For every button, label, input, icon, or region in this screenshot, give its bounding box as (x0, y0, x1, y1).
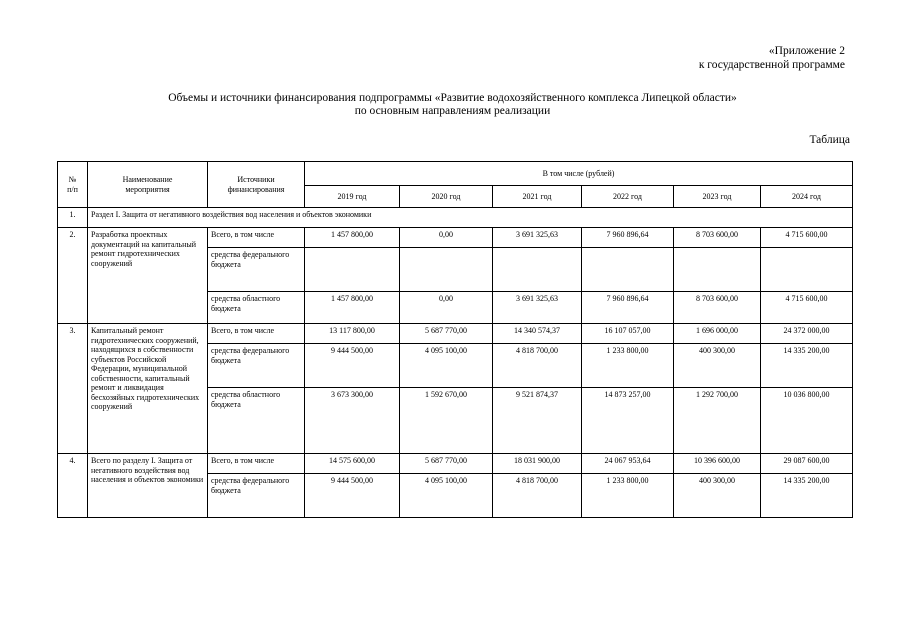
section-title: Раздел I. Защита от негативного воздействия вод населения и объектов экономики (88, 208, 853, 228)
table-label: Таблица (809, 134, 850, 146)
header-source: Источники финансирования (208, 162, 305, 208)
amount-cell: 3 673 300,00 (305, 388, 400, 454)
funding-source: средства федерального бюджета (208, 344, 305, 388)
amount-cell: 4 715 600,00 (761, 228, 853, 248)
header-year: 2020 год (400, 186, 493, 208)
header-year: 2024 год (761, 186, 853, 208)
amount-cell: 14 340 574,37 (493, 324, 582, 344)
row-num: 1. (58, 208, 88, 228)
measure-name: Капитальный ремонт гидротехнических сооружений, находящихся в собственности субъектов Российской Федерации, муниципальной собственности, капитальный ремонт и ликвидация бесхозяйных гидротехнических сооружений (88, 324, 208, 454)
amount-cell: 14 575 600,00 (305, 454, 400, 474)
funding-source: Всего, в том числе (208, 228, 305, 248)
amount-cell: 9 444 500,00 (305, 474, 400, 518)
amount-cell: 1 457 800,00 (305, 292, 400, 324)
section-row (58, 208, 853, 228)
amount-cell: 14 335 200,00 (761, 344, 853, 388)
amount-cell: 24 372 000,00 (761, 324, 853, 344)
appendix-note (699, 44, 845, 72)
amount-cell: 7 960 896,64 (582, 292, 674, 324)
table-row (58, 324, 853, 344)
amount-cell: 16 107 057,00 (582, 324, 674, 344)
funding-source: средства федерального бюджета (208, 248, 305, 292)
amount-cell (493, 248, 582, 292)
amount-cell: 29 087 600,00 (761, 454, 853, 474)
row-num: 3. (58, 324, 88, 454)
amount-cell: 4 095 100,00 (400, 474, 493, 518)
header-year: 2021 год (493, 186, 582, 208)
title-line-1: Объемы и источники финансирования подпрограммы «Развитие водохозяйственного комплекса Липецкой области» (168, 92, 737, 104)
amount-cell: 9 521 874,37 (493, 388, 582, 454)
header-year: 2019 год (305, 186, 400, 208)
amount-cell: 1 696 000,00 (674, 324, 761, 344)
amount-cell: 5 687 770,00 (400, 454, 493, 474)
amount-cell: 0,00 (400, 228, 493, 248)
table-row (58, 228, 853, 248)
amount-cell: 8 703 600,00 (674, 228, 761, 248)
amount-cell: 14 335 200,00 (761, 474, 853, 518)
amount-cell: 1 233 800,00 (582, 344, 674, 388)
document-title (0, 92, 905, 118)
row-num: 2. (58, 228, 88, 324)
header-year: 2023 год (674, 186, 761, 208)
amount-cell (400, 248, 493, 292)
header-group: В том числе (рублей) (305, 162, 853, 186)
amount-cell: 24 067 953,64 (582, 454, 674, 474)
table-row (58, 454, 853, 474)
amount-cell: 3 691 325,63 (493, 292, 582, 324)
appendix-line-1: «Приложение 2 (768, 45, 845, 57)
funding-source: средства областного бюджета (208, 292, 305, 324)
amount-cell (761, 248, 853, 292)
amount-cell: 13 117 800,00 (305, 324, 400, 344)
financing-table (57, 161, 853, 518)
amount-cell: 3 691 325,63 (493, 228, 582, 248)
funding-source: средства федерального бюджета (208, 474, 305, 518)
amount-cell: 1 592 670,00 (400, 388, 493, 454)
funding-source: средства областного бюджета (208, 388, 305, 454)
measure-name: Разработка проектных документаций на капитальный ремонт гидротехнических сооружений (88, 228, 208, 324)
amount-cell: 4 818 700,00 (493, 474, 582, 518)
funding-source: Всего, в том числе (208, 324, 305, 344)
amount-cell: 400 300,00 (674, 474, 761, 518)
funding-source: Всего, в том числе (208, 454, 305, 474)
amount-cell: 1 233 800,00 (582, 474, 674, 518)
amount-cell: 1 457 800,00 (305, 228, 400, 248)
amount-cell: 10 036 800,00 (761, 388, 853, 454)
amount-cell: 10 396 600,00 (674, 454, 761, 474)
amount-cell: 4 715 600,00 (761, 292, 853, 324)
header-name: Наименование мероприятия (88, 162, 208, 208)
amount-cell: 18 031 900,00 (493, 454, 582, 474)
title-line-2: по основным направлениям реализации (354, 105, 551, 117)
amount-cell (674, 248, 761, 292)
amount-cell (305, 248, 400, 292)
amount-cell: 4 818 700,00 (493, 344, 582, 388)
amount-cell: 400 300,00 (674, 344, 761, 388)
amount-cell: 9 444 500,00 (305, 344, 400, 388)
measure-name: Всего по разделу I. Защита от негативного воздействия вод населения и объектов экономики (88, 454, 208, 518)
amount-cell (582, 248, 674, 292)
header-num: № п/п (58, 162, 88, 208)
amount-cell: 14 873 257,00 (582, 388, 674, 454)
amount-cell: 1 292 700,00 (674, 388, 761, 454)
row-num: 4. (58, 454, 88, 518)
amount-cell: 8 703 600,00 (674, 292, 761, 324)
appendix-line-2: к государственной программе (698, 59, 845, 71)
header-year: 2022 год (582, 186, 674, 208)
amount-cell: 7 960 896,64 (582, 228, 674, 248)
amount-cell: 0,00 (400, 292, 493, 324)
amount-cell: 5 687 770,00 (400, 324, 493, 344)
amount-cell: 4 095 100,00 (400, 344, 493, 388)
